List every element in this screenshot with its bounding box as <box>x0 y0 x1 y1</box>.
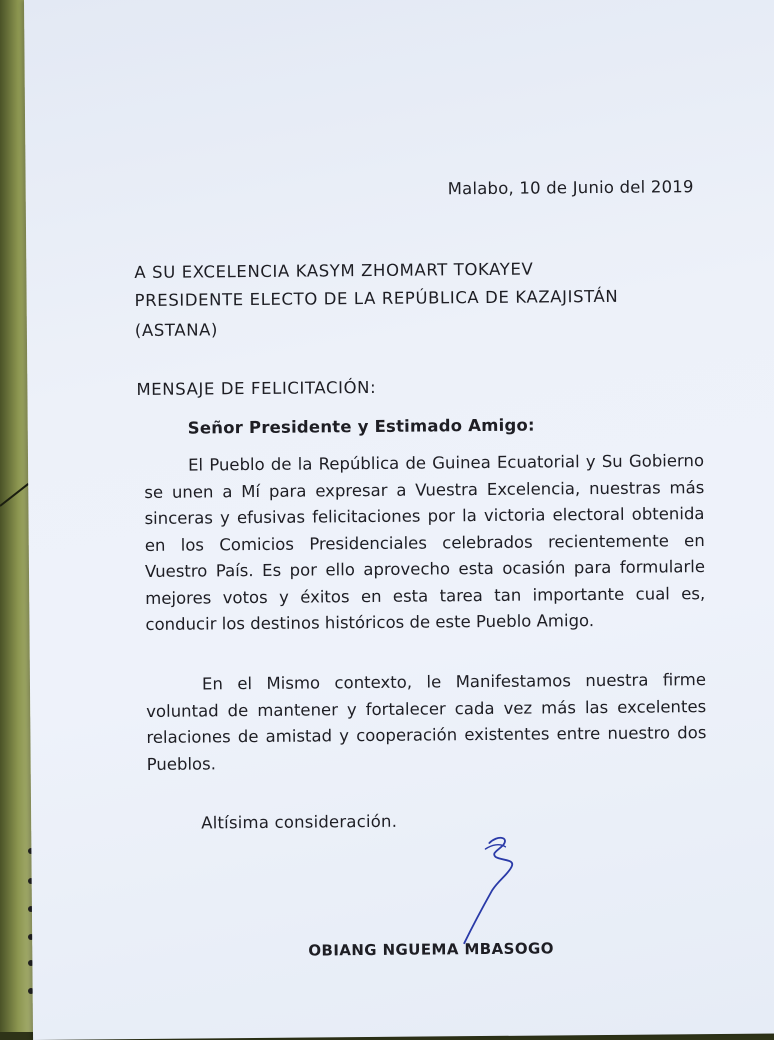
salutation: Señor Presidente y Estimado Amigo: <box>187 415 535 438</box>
paragraph-2-line: Pueblos. <box>146 753 217 774</box>
place-date: Malabo, 10 de Junio del 2019 <box>447 177 694 199</box>
paragraph-2-line: relaciones de amistad y cooperación existentes entre nuestro dos <box>146 723 707 747</box>
handwritten-signature <box>451 831 542 952</box>
paragraph-1-line: sinceras y efusivas felicitaciones por la victoria electoral obtenida <box>144 504 705 528</box>
paragraph-1-line: conducir los destinos históricos de este Pueblo Amigo. <box>145 611 595 634</box>
paragraph-1-line: El Pueblo de la República de Guinea Ecuatorial y Su Gobierno <box>187 451 705 475</box>
paragraph-2 <box>146 667 707 778</box>
signatory-name: OBIANG NGUEMA MBASOGO <box>308 939 554 960</box>
paragraph-2-line: En el Mismo contexto, le Manifestamos nuestra firme <box>201 670 707 694</box>
paragraph-1-line: en los Comicios Presidenciales celebrados recientemente en <box>144 530 705 555</box>
paragraph-1-line: se unen a Mí para expresar a Vuestra Excelencia, nuestras más <box>144 477 705 502</box>
closing-line: Altísima consideración. <box>201 811 398 833</box>
recipient-name: A SU EXCELENCIA KASYM ZHOMART TOKAYEV <box>134 259 534 283</box>
paragraph-1-line: mejores votos y éxitos en esta tarea tan importante cual es, <box>145 583 706 608</box>
letter-sheet <box>24 0 774 1040</box>
subject-line: MENSAJE DE FELICITACIÓN: <box>136 377 377 400</box>
paragraph-1-line: Vuestro País. Es por ello aprovecho esta ocasión para formularle <box>144 557 706 581</box>
recipient-title: PRESIDENTE ELECTO DE LA REPÚBLICA DE KAZAJISTÁN <box>134 286 619 311</box>
paragraph-1 <box>144 448 706 638</box>
recipient-location: (ASTANA) <box>134 320 219 341</box>
paragraph-2-line: voluntad de mantener y fortalecer cada vez más las excelentes <box>146 696 707 721</box>
